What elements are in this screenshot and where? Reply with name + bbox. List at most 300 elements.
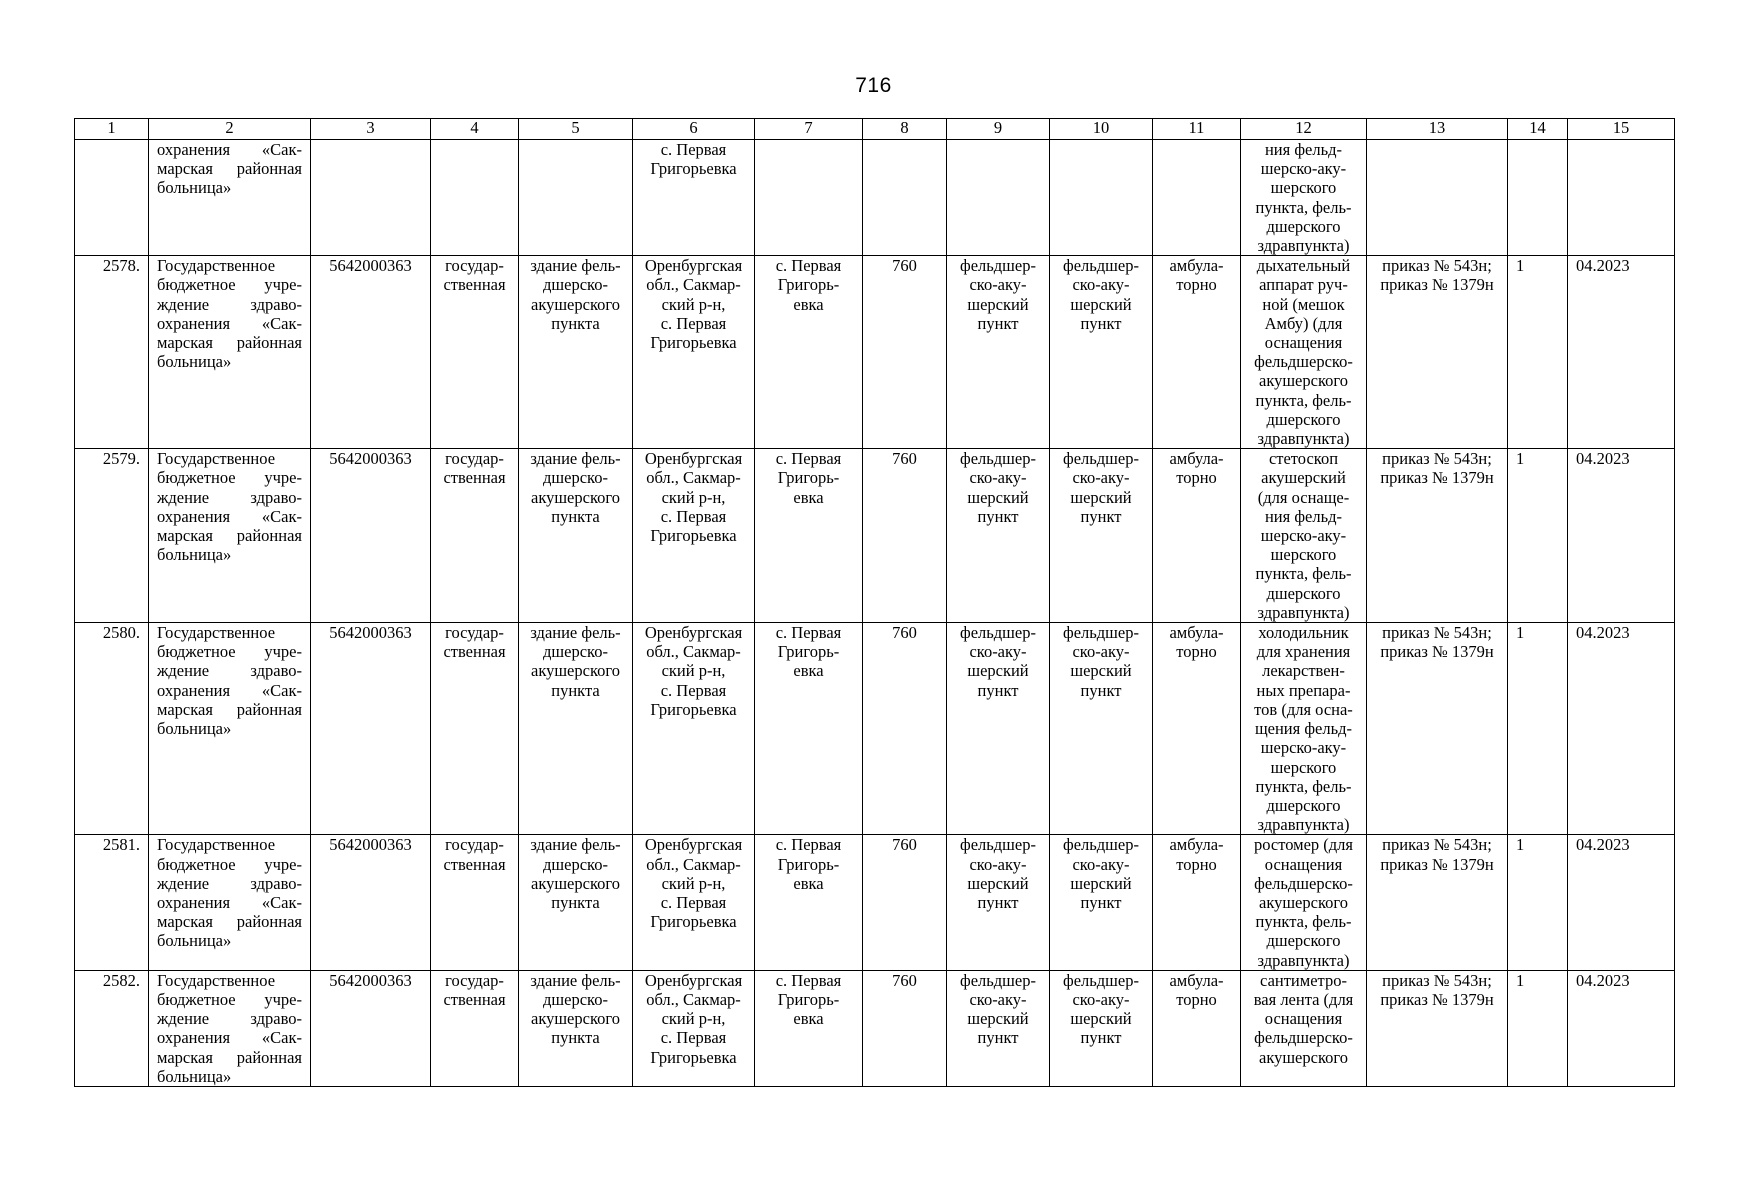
cell-text: 2582.	[102, 970, 140, 990]
cell-org	[149, 449, 311, 623]
cell-inn	[311, 970, 431, 1086]
cell-text-line: приказ № 1379н	[1380, 854, 1494, 874]
cell-text-line: фельдшер-	[1063, 835, 1139, 855]
cell-date	[1568, 256, 1675, 449]
column-header-7: 7	[755, 119, 863, 140]
cell-code	[863, 256, 947, 449]
org-word: Государственное	[157, 835, 276, 855]
cell-text-line: холодильник	[1258, 623, 1349, 643]
cell-order	[1367, 623, 1508, 835]
column-header-15: 15	[1568, 119, 1675, 140]
cell-text-line: ственная	[443, 854, 506, 874]
org-word: охранения	[157, 680, 231, 700]
org-word: ждение	[157, 487, 210, 507]
cell-type10	[1050, 970, 1153, 1086]
cell-text-line: акушерского	[531, 1009, 620, 1029]
cell-text-line: фельдшер-	[960, 835, 1036, 855]
cell-text-line: Григорьевка	[650, 912, 737, 932]
org-text-line	[157, 295, 302, 314]
cell-locality	[755, 835, 863, 970]
cell-text-line: акушерского	[531, 294, 620, 314]
cell-text: 04.2023	[1576, 835, 1630, 855]
cell-mode	[1153, 256, 1241, 449]
table-row	[75, 256, 1675, 449]
cell-inn	[311, 256, 431, 449]
cell-text-line: здание фель-	[530, 256, 621, 276]
column-header-14: 14	[1508, 119, 1568, 140]
cell-text-line: шерский	[967, 294, 1029, 314]
cell-text-line: здание фель-	[530, 970, 621, 990]
org-word: марская	[157, 526, 213, 546]
cell-text-line: государ-	[445, 256, 504, 276]
cell-type9	[947, 623, 1050, 835]
cell-text-line: государ-	[445, 449, 504, 469]
cell-text-line: ско-аку-	[969, 642, 1027, 662]
cell-text-line: дыхательный	[1256, 256, 1351, 276]
cell-text-line: шерский	[967, 487, 1029, 507]
cell-ownership	[431, 140, 519, 256]
cell-text: 2581.	[102, 835, 140, 855]
cell-text-line: Григорьевка	[650, 526, 737, 546]
org-word: больница»	[157, 931, 232, 951]
cell-text-line: с. Первая	[775, 256, 842, 276]
cell-text-line: пункта	[551, 680, 600, 700]
cell-text-line: пункта, фель-	[1255, 564, 1352, 584]
cell-org	[149, 970, 311, 1086]
cell-type10	[1050, 256, 1153, 449]
org-word: марская	[157, 333, 213, 353]
cell-text-line: приказ № 1379н	[1380, 989, 1494, 1009]
cell-text-line: ский р-н,	[661, 661, 726, 681]
cell-num	[75, 449, 149, 623]
cell-text-line: ский р-н,	[661, 294, 726, 314]
org-word: районная	[236, 333, 302, 353]
cell-type9	[947, 970, 1050, 1086]
cell-num	[75, 623, 149, 835]
cell-text-line: дшерско-	[543, 989, 608, 1009]
cell-type10	[1050, 449, 1153, 623]
cell-order	[1367, 140, 1508, 256]
cell-text-line: здравпункта)	[1257, 236, 1350, 256]
cell-text-line: фельдшер-	[1063, 449, 1139, 469]
org-word: здраво-	[250, 661, 302, 681]
cell-text-line: с. Первая	[660, 680, 727, 700]
org-text-line	[157, 333, 302, 352]
cell-qty	[1508, 256, 1568, 449]
org-word: бюджетное	[157, 468, 236, 488]
cell-ownership	[431, 256, 519, 449]
cell-text-line: амбула-	[1169, 835, 1224, 855]
cell-equipment	[1241, 140, 1367, 256]
cell-text: 760	[892, 835, 917, 855]
cell-text-line: фельдшерско-	[1254, 352, 1353, 372]
cell-text-line: амбула-	[1169, 623, 1224, 643]
org-text-line	[157, 835, 302, 854]
cell-order	[1367, 835, 1508, 970]
org-text-line	[157, 719, 302, 738]
cell-text-line: ский р-н,	[661, 487, 726, 507]
cell-text-line: с. Первая	[660, 313, 727, 333]
cell-ownership	[431, 970, 519, 1086]
column-header-9: 9	[947, 119, 1050, 140]
org-word: больница»	[157, 178, 232, 198]
cell-text: 1	[1516, 970, 1525, 990]
cell-text-line: амбула-	[1169, 256, 1224, 276]
org-text-line	[157, 468, 302, 487]
cell-text-line: здание фель-	[530, 623, 621, 643]
cell-address	[633, 835, 755, 970]
org-text-line	[157, 931, 302, 950]
org-text-line	[157, 681, 302, 700]
cell-locality	[755, 449, 863, 623]
org-text-line	[157, 1028, 302, 1047]
org-text-line	[157, 545, 302, 564]
cell-mode	[1153, 970, 1241, 1086]
org-word: бюджетное	[157, 854, 236, 874]
org-text-line	[157, 140, 302, 159]
cell-org	[149, 140, 311, 256]
cell-text-line: приказ № 1379н	[1380, 275, 1494, 295]
cell-qty	[1508, 140, 1568, 256]
column-header-2: 2	[149, 119, 311, 140]
cell-num	[75, 835, 149, 970]
cell-text: 1	[1516, 623, 1525, 643]
cell-text-line: здравпункта)	[1257, 815, 1350, 835]
table-row	[75, 970, 1675, 1086]
cell-text-line: амбула-	[1169, 970, 1224, 990]
cell-text-line: обл., Сакмар-	[646, 989, 741, 1009]
cell-type9	[947, 835, 1050, 970]
org-word: здраво-	[250, 1009, 302, 1029]
cell-address	[633, 256, 755, 449]
cell-text-line: пункт	[1080, 506, 1122, 526]
cell-text-line: фельдшер-	[1063, 256, 1139, 276]
cell-text-line: торно	[1176, 275, 1217, 295]
cell-text-line: пункта	[551, 506, 600, 526]
cell-equipment	[1241, 623, 1367, 835]
cell-text-line: Григорьевка	[650, 699, 737, 719]
cell-text-line: Оренбургская	[644, 256, 743, 276]
cell-text-line: пункт	[1080, 680, 1122, 700]
cell-order	[1367, 449, 1508, 623]
cell-text-line: с. Первая	[775, 970, 842, 990]
cell-text-line: шерский	[1070, 873, 1132, 893]
cell-building	[519, 449, 633, 623]
org-word: «Сак-	[261, 140, 302, 159]
cell-text-line: пункт	[1080, 892, 1122, 912]
cell-text-line: торно	[1176, 854, 1217, 874]
org-word: марская	[157, 1047, 213, 1067]
cell-text: 2579.	[102, 449, 140, 469]
cell-text-line: дшерско-	[543, 468, 608, 488]
org-word: районная	[236, 699, 302, 719]
cell-text: 1	[1516, 256, 1525, 276]
org-text-line	[157, 642, 302, 661]
cell-text-line: Амбу) (для	[1264, 313, 1343, 333]
org-word: Государственное	[157, 256, 276, 276]
cell-building	[519, 970, 633, 1086]
cell-text-line: с. Первая	[775, 835, 842, 855]
cell-locality	[755, 970, 863, 1086]
org-text-line	[157, 449, 302, 468]
cell-text-line: Григорь-	[777, 642, 840, 662]
cell-text-line: фельдшер-	[960, 449, 1036, 469]
cell-text-line: акушерского	[1259, 371, 1348, 391]
cell-text: 1	[1516, 449, 1525, 469]
cell-text-line: пункта, фель-	[1255, 390, 1352, 410]
cell-num	[75, 256, 149, 449]
org-word: охранения	[157, 140, 231, 159]
cell-text-line: дшерского	[1266, 409, 1341, 429]
cell-code	[863, 835, 947, 970]
cell-text-line: ных препара-	[1256, 680, 1351, 700]
cell-qty	[1508, 449, 1568, 623]
cell-text-line: (для оснаще-	[1257, 487, 1350, 507]
cell-text-line: ский р-н,	[661, 1009, 726, 1029]
cell-text-line: Оренбургская	[644, 835, 743, 855]
cell-text-line: для хранения	[1256, 642, 1351, 662]
cell-text-line: сантиметро-	[1260, 970, 1347, 990]
page-number: 716	[855, 74, 892, 97]
org-text-line	[157, 971, 302, 990]
cell-qty	[1508, 623, 1568, 835]
org-text-line	[157, 1048, 302, 1067]
cell-text-line: евка	[793, 487, 824, 507]
cell-locality	[755, 140, 863, 256]
cell-ownership	[431, 835, 519, 970]
column-header-13: 13	[1367, 119, 1508, 140]
cell-text-line: дшерского	[1266, 216, 1341, 236]
cell-text-line: с. Первая	[660, 1028, 727, 1048]
cell-inn	[311, 449, 431, 623]
cell-text-line: пункта	[551, 892, 600, 912]
cell-text-line: ско-аку-	[969, 468, 1027, 488]
org-text-line	[157, 912, 302, 931]
cell-text-line: ско-аку-	[1072, 642, 1130, 662]
cell-num	[75, 970, 149, 1086]
column-header-3: 3	[311, 119, 431, 140]
column-header-6: 6	[633, 119, 755, 140]
cell-text-line: амбула-	[1169, 449, 1224, 469]
cell-text-line: дшерско-	[543, 642, 608, 662]
cell-text: 1	[1516, 835, 1525, 855]
cell-text-line: здравпункта)	[1257, 602, 1350, 622]
cell-text-line: Григорьевка	[650, 333, 737, 353]
cell-text-line: торно	[1176, 989, 1217, 1009]
cell-text-line: государ-	[445, 623, 504, 643]
cell-inn	[311, 623, 431, 835]
org-word: охранения	[157, 892, 231, 912]
cell-code	[863, 970, 947, 1086]
cell-text: 5642000363	[329, 256, 412, 276]
cell-text-line: ско-аку-	[969, 989, 1027, 1009]
cell-text-line: аппарат руч-	[1259, 275, 1348, 295]
table-row	[75, 835, 1675, 970]
cell-text: 04.2023	[1576, 623, 1630, 643]
cell-type9	[947, 140, 1050, 256]
cell-text-line: Оренбургская	[644, 970, 743, 990]
cell-equipment	[1241, 970, 1367, 1086]
cell-text-line: Оренбургская	[644, 623, 743, 643]
cell-text-line: Григорь-	[777, 989, 840, 1009]
cell-equipment	[1241, 835, 1367, 970]
cell-text-line: пункт	[977, 1028, 1019, 1048]
cell-text-line: пункт	[977, 680, 1019, 700]
org-text-line	[157, 352, 302, 371]
cell-ownership	[431, 449, 519, 623]
cell-text-line: обл., Сакмар-	[646, 468, 741, 488]
cell-text-line: дшерско-	[543, 275, 608, 295]
cell-type10	[1050, 835, 1153, 970]
cell-text-line: пункт	[1080, 1028, 1122, 1048]
cell-text-line: ной (мешок	[1262, 294, 1345, 314]
cell-text-line: фельдшер-	[960, 256, 1036, 276]
cell-text-line: с. Первая	[660, 140, 727, 159]
cell-building	[519, 835, 633, 970]
cell-text-line: оснащения	[1264, 1009, 1343, 1029]
cell-inn	[311, 835, 431, 970]
cell-text-line: акушерского	[1259, 1047, 1348, 1067]
cell-text-line: евка	[793, 1009, 824, 1029]
cell-text: 04.2023	[1576, 970, 1630, 990]
org-text-line	[157, 661, 302, 680]
org-word: марская	[157, 912, 213, 932]
cell-text: 04.2023	[1576, 449, 1630, 469]
org-text-line	[157, 507, 302, 526]
table-row	[75, 623, 1675, 835]
cell-text-line: щения фельд-	[1254, 719, 1353, 739]
cell-text-line: фельдшер-	[1063, 970, 1139, 990]
org-text-line	[157, 159, 302, 178]
cell-text-line: стетоскоп	[1268, 449, 1339, 469]
cell-text: 760	[892, 449, 917, 469]
org-text-line	[157, 700, 302, 719]
cell-text-line: ско-аку-	[969, 275, 1027, 295]
org-word: «Сак-	[261, 1028, 302, 1048]
cell-text-line: торно	[1176, 642, 1217, 662]
cell-text-line: обл., Сакмар-	[646, 275, 741, 295]
cell-text-line: фельдшер-	[960, 623, 1036, 643]
cell-text-line: дшерского	[1266, 931, 1341, 951]
org-word: здраво-	[250, 294, 302, 314]
org-word: охранения	[157, 506, 231, 526]
org-text-line	[157, 855, 302, 874]
cell-text-line: приказ № 543н;	[1382, 449, 1492, 469]
cell-text-line: шерского	[1270, 178, 1337, 198]
cell-text-line: вая лента (для	[1253, 989, 1354, 1009]
cell-text-line: шерского	[1270, 545, 1337, 565]
cell-text-line: пункта	[551, 1028, 600, 1048]
cell-text-line: фельдшер-	[960, 970, 1036, 990]
org-word: больница»	[157, 719, 232, 739]
org-word: бюджетное	[157, 275, 236, 295]
cell-text-line: акушерского	[1259, 892, 1348, 912]
cell-text-line: пункт	[1080, 313, 1122, 333]
cell-text-line: пункта, фель-	[1255, 912, 1352, 932]
org-word: ждение	[157, 294, 210, 314]
org-word: учре-	[264, 642, 302, 662]
org-word: районная	[236, 1047, 302, 1067]
cell-text-line: торно	[1176, 468, 1217, 488]
cell-text-line: акушерский	[1261, 468, 1346, 488]
cell-text-line: ско-аку-	[1072, 989, 1130, 1009]
column-header-10: 10	[1050, 119, 1153, 140]
column-header-1: 1	[75, 119, 149, 140]
org-word: Государственное	[157, 449, 276, 469]
org-text-line	[157, 178, 302, 197]
cell-text-line: с. Первая	[775, 449, 842, 469]
cell-text-line: с. Первая	[660, 506, 727, 526]
cell-text-line: евка	[793, 873, 824, 893]
cell-text: 2578.	[102, 256, 140, 276]
cell-text-line: шерский	[967, 1009, 1029, 1029]
cell-mode	[1153, 140, 1241, 256]
org-word: районная	[236, 526, 302, 546]
cell-text-line: ско-аку-	[1072, 468, 1130, 488]
cell-text-line: Григорьевка	[650, 1047, 737, 1067]
cell-text-line: шерский	[1070, 661, 1132, 681]
org-text-line	[157, 314, 302, 333]
cell-code	[863, 623, 947, 835]
cell-building	[519, 623, 633, 835]
cell-date	[1568, 970, 1675, 1086]
cell-text-line: акушерского	[531, 873, 620, 893]
cell-text-line: ско-аку-	[1072, 854, 1130, 874]
cell-text-line: шерско-аку-	[1260, 159, 1347, 179]
cell-text-line: шерский	[967, 661, 1029, 681]
cell-text-line: пункта, фель-	[1255, 197, 1352, 217]
org-word: охранения	[157, 1028, 231, 1048]
cell-text-line: здание фель-	[530, 835, 621, 855]
cell-text-line: с. Первая	[775, 623, 842, 643]
cell-equipment	[1241, 449, 1367, 623]
org-text-line	[157, 256, 302, 275]
cell-org	[149, 623, 311, 835]
org-text-line	[157, 893, 302, 912]
cell-address	[633, 449, 755, 623]
cell-code	[863, 140, 947, 256]
cell-text-line: ственная	[443, 275, 506, 295]
cell-text-line: оснащения	[1264, 333, 1343, 353]
table-row	[75, 449, 1675, 623]
cell-type10	[1050, 140, 1153, 256]
cell-text-line: дшерского	[1266, 583, 1341, 603]
cell-text: 04.2023	[1576, 256, 1630, 276]
cell-date	[1568, 623, 1675, 835]
cell-qty	[1508, 970, 1568, 1086]
cell-text-line: ния фельд-	[1264, 506, 1343, 526]
org-text-line	[157, 623, 302, 642]
cell-order	[1367, 970, 1508, 1086]
org-word: «Сак-	[261, 506, 302, 526]
cell-text: 5642000363	[329, 623, 412, 643]
org-word: «Сак-	[261, 313, 302, 333]
cell-text-line: Григорь-	[777, 854, 840, 874]
cell-mode	[1153, 449, 1241, 623]
org-word: «Сак-	[261, 892, 302, 912]
column-header-11: 11	[1153, 119, 1241, 140]
cell-text-line: ростомер (для	[1253, 835, 1354, 855]
cell-text-line: ско-аку-	[969, 854, 1027, 874]
cell-type10	[1050, 623, 1153, 835]
org-text-line	[157, 874, 302, 893]
org-word: районная	[236, 912, 302, 932]
cell-text-line: евка	[793, 661, 824, 681]
cell-text-line: шерский	[1070, 1009, 1132, 1029]
org-word: марская	[157, 159, 213, 179]
cell-text-line: шерско-аку-	[1260, 526, 1347, 546]
cell-text-line: государ-	[445, 835, 504, 855]
